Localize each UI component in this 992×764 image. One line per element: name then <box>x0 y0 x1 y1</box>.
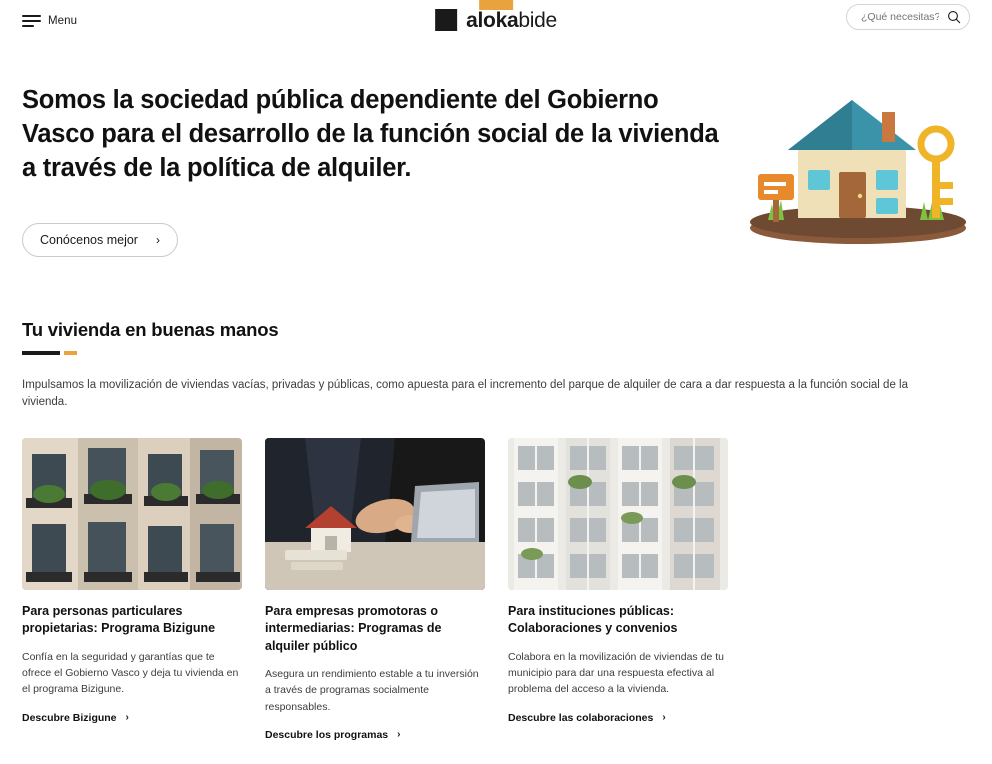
card-link-label: Descubre Bizigune <box>22 711 117 724</box>
card-link[interactable] <box>22 712 129 724</box>
search-box[interactable] <box>846 4 970 30</box>
section-description: Impulsamos la movilización de viviendas vacías, privadas y públicas, como apuesta para el incremento del parque de alquiler de cara a dar respuesta a la función social de la vivienda. <box>22 378 908 408</box>
underline-dark-bar <box>22 351 60 355</box>
card-title: Para personas particulares propietarias: Programa Bizigune <box>22 604 216 636</box>
hero-title: Somos la sociedad pública dependiente del Gobierno Vasco para el desarrollo de la función social de la vivienda a través de la política de alquiler. <box>22 86 719 182</box>
card-title: Para instituciones públicas: Colaboraciones y convenios <box>508 604 678 636</box>
person-laptop-house-model-photo <box>265 438 485 590</box>
white-apartment-building-photo <box>508 438 728 590</box>
chevron-right-icon: › <box>125 711 129 723</box>
site-logo[interactable] <box>435 0 557 31</box>
card-title: Para empresas promotoras o intermediarias: Programas de alquiler público <box>265 604 442 653</box>
list-item[interactable] <box>22 438 242 743</box>
underline-gold-bar <box>64 351 77 355</box>
house-with-key-illustration <box>740 86 970 251</box>
section-underline <box>22 351 970 355</box>
housing-section <box>0 319 992 743</box>
card-link[interactable] <box>265 729 400 741</box>
search-icon[interactable] <box>947 10 961 24</box>
chevron-right-icon: › <box>155 232 160 247</box>
balcony-building-facade-photo <box>22 438 242 590</box>
hamburger-icon <box>22 15 41 28</box>
list-item[interactable] <box>508 438 728 743</box>
list-item[interactable] <box>265 438 485 743</box>
logo-square-icon <box>435 9 457 31</box>
card-text: Colabora en la movilización de viviendas de tu municipio para dar una respuesta efectiva al problema del acceso a la vivienda. <box>508 650 724 696</box>
chevron-right-icon: › <box>662 711 666 723</box>
card-text: Asegura un rendimiento estable a tu inversión a través de programas socialmente responsables. <box>265 667 479 713</box>
hero-cta-label: Conócenos mejor <box>40 232 138 247</box>
logo-text-light: bide <box>518 8 557 32</box>
cards-list <box>22 438 970 743</box>
site-header <box>0 0 992 42</box>
card-link-label: Descubre los programas <box>265 728 389 741</box>
search-input[interactable] <box>861 11 939 23</box>
logo-wordmark <box>466 10 557 31</box>
section-title: Tu vivienda en buenas manos <box>22 318 279 340</box>
chevron-right-icon: › <box>397 728 401 740</box>
hero-cta-button[interactable] <box>22 223 178 257</box>
logo-text-bold: aloka <box>466 8 519 32</box>
menu-button[interactable] <box>22 15 77 28</box>
menu-button-label: Menu <box>48 15 78 27</box>
hero-section <box>0 42 992 257</box>
card-link[interactable] <box>508 712 666 724</box>
card-link-label: Descubre las colaboraciones <box>508 711 654 724</box>
card-text: Confía en la seguridad y garantías que te ofrece el Gobierno Vasco y deja tu vivienda en el programa Bizigune. <box>22 650 239 696</box>
